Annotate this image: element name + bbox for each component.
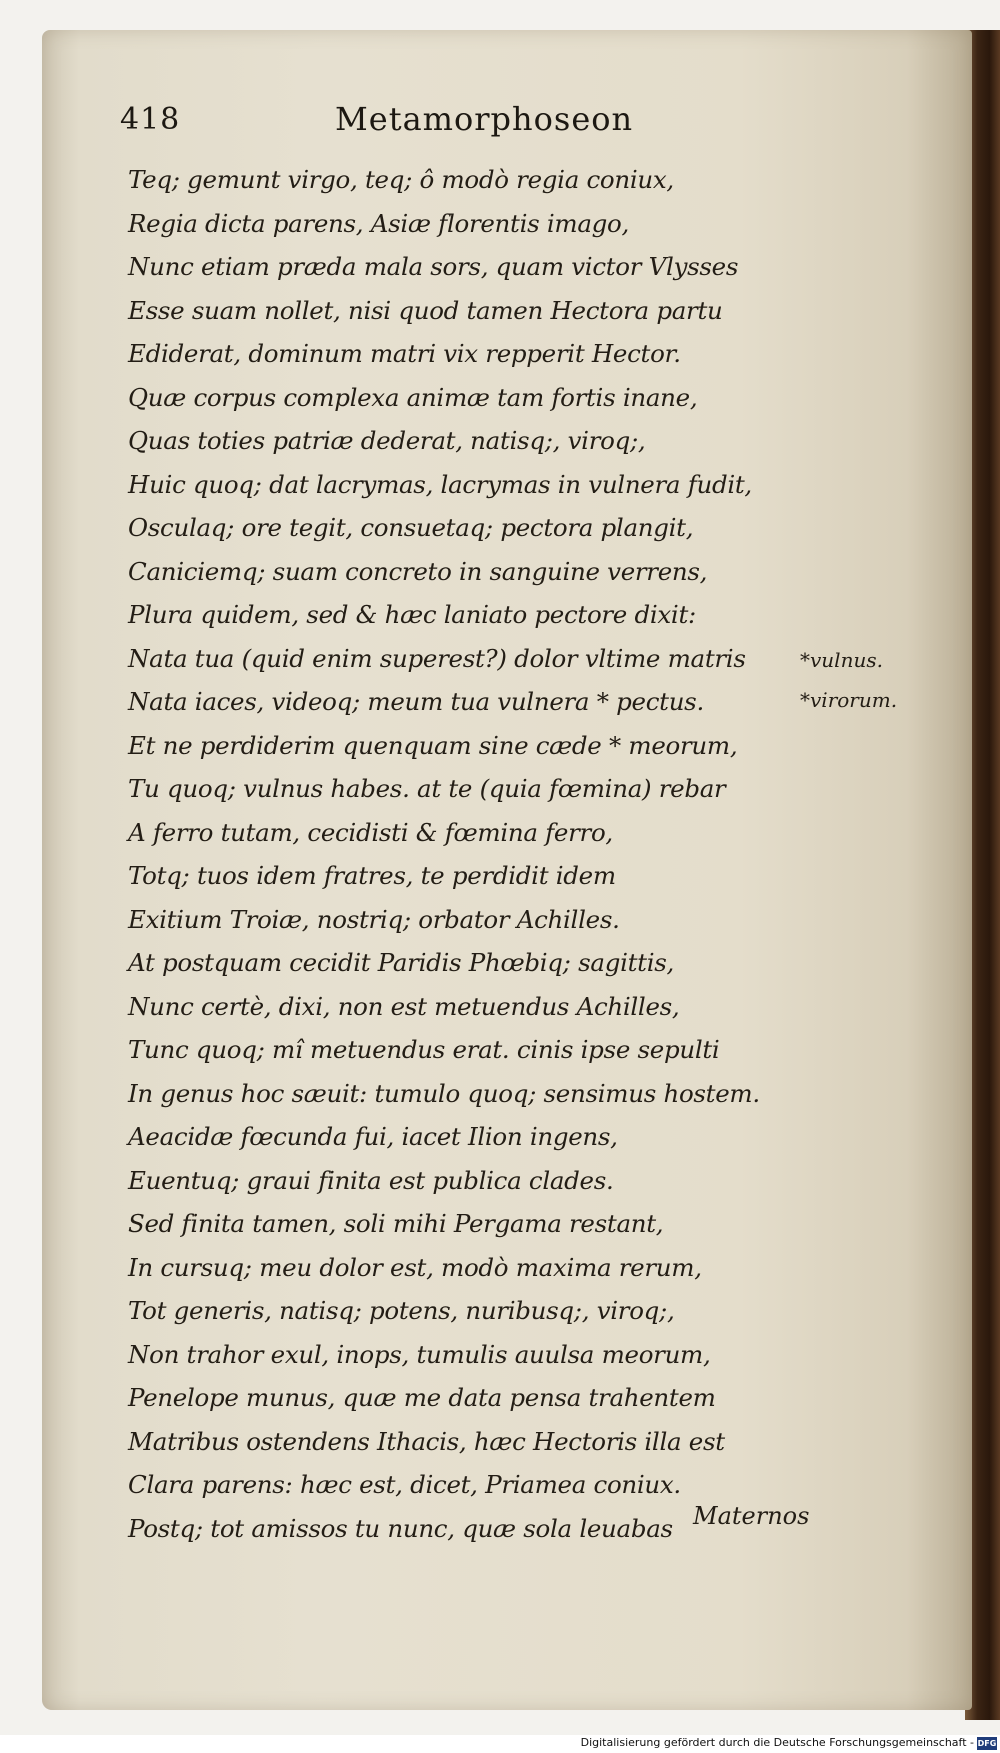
- marginal-note-vulnus: *vulnus.: [800, 648, 883, 672]
- verse-line: Nata iaces, videoq; meum tua vulnera * pectus.: [128, 687, 704, 716]
- running-title: Metamorphoseon: [335, 100, 634, 138]
- verse-line: Osculaq; ore tegit, consuetaq; pectora plangit,: [128, 513, 694, 542]
- verse-line: Nata tua (quid enim superest?) dolor vltime matris: [128, 643, 746, 673]
- verse-line: Tu quoq; vulnus habes. at te (quia fœmina) rebar: [128, 774, 726, 803]
- verse-line: Esse suam nollet, nisi quod tamen Hectora partu: [128, 295, 723, 325]
- verse-line: Et ne perdiderim quenquam sine cæde * meorum,: [128, 730, 738, 760]
- verse-line: Postq; tot amissos tu nunc, quæ sola leuabas: [128, 1513, 673, 1543]
- verse-line: Clara parens: hæc est, dicet, Priamea coniux.: [128, 1470, 681, 1499]
- verse-line: Regia dicta parens, Asiæ florentis imago,: [128, 208, 629, 238]
- page-number: 418: [120, 102, 181, 137]
- verse-line: Ediderat, dominum matri vix repperit Hector.: [128, 339, 681, 368]
- verse-line: Exitium Troiæ, nostriq; orbator Achilles.: [128, 904, 620, 934]
- verse-line: Aeacidæ fœcunda fui, iacet Ilion ingens,: [128, 1122, 618, 1151]
- verse-line: A ferro tutam, cecidisti & fœmina ferro,: [128, 817, 613, 847]
- footer-credit: Digitalisierung gefördert durch die Deutsche Forschungsgemeinschaft -: [580, 1736, 974, 1749]
- verse-line: In cursuq; meu dolor est, modò maxima rerum,: [128, 1252, 702, 1282]
- verse-line: Euentuq; graui finita est publica clades.: [128, 1165, 614, 1195]
- verse-line: Huic quoq; dat lacrymas, lacrymas in vulnera fudit,: [128, 469, 752, 499]
- verse-line: Penelope munus, quæ me data pensa trahentem: [128, 1383, 716, 1412]
- verse-line: Totq; tuos idem fratres, te perdidit idem: [128, 861, 616, 890]
- verse-block: [128, 158, 808, 1550]
- verse-line: Caniciemq; suam concreto in sanguine verrens,: [128, 556, 708, 586]
- verse-line: Quas toties patriæ dederat, natisq;, viroq;,: [128, 426, 646, 455]
- verse-line: In genus hoc sæuit: tumulo quoq; sensimus hostem.: [128, 1078, 760, 1108]
- verse-line: At postquam cecidit Paridis Phœbiq; sagittis,: [128, 948, 675, 977]
- verse-line: Quæ corpus complexa animæ tam fortis inane,: [128, 382, 698, 412]
- verse-line: Nunc etiam præda mala sors, quam victor Vlysses: [128, 252, 739, 281]
- dfg-logo: DFG: [977, 1739, 997, 1748]
- verse-line: Non trahor exul, inops, tumulis auulsa meorum,: [128, 1339, 711, 1369]
- verse-line: Matribus ostendens Ithacis, hæc Hectoris illa est: [128, 1426, 725, 1456]
- verse-line: Teq; gemunt virgo, teq; ô modò regia coniux,: [128, 165, 674, 194]
- verse-line: Nunc certè, dixi, non est metuendus Achilles,: [128, 991, 680, 1021]
- verse-line: Sed finita tamen, soli mihi Pergama restant,: [128, 1209, 664, 1238]
- catchword: Maternos: [693, 1502, 810, 1530]
- verse-line: Plura quidem, sed & hæc laniato pectore dixit:: [128, 600, 696, 629]
- verse-line: Tot generis, natisq; potens, nuribusq;, viroq;,: [128, 1296, 675, 1325]
- page-header: [120, 102, 940, 142]
- verse-line: Tunc quoq; mî metuendus erat. cinis ipse sepulti: [128, 1035, 720, 1064]
- marginal-note-virorum: *virorum.: [800, 688, 898, 712]
